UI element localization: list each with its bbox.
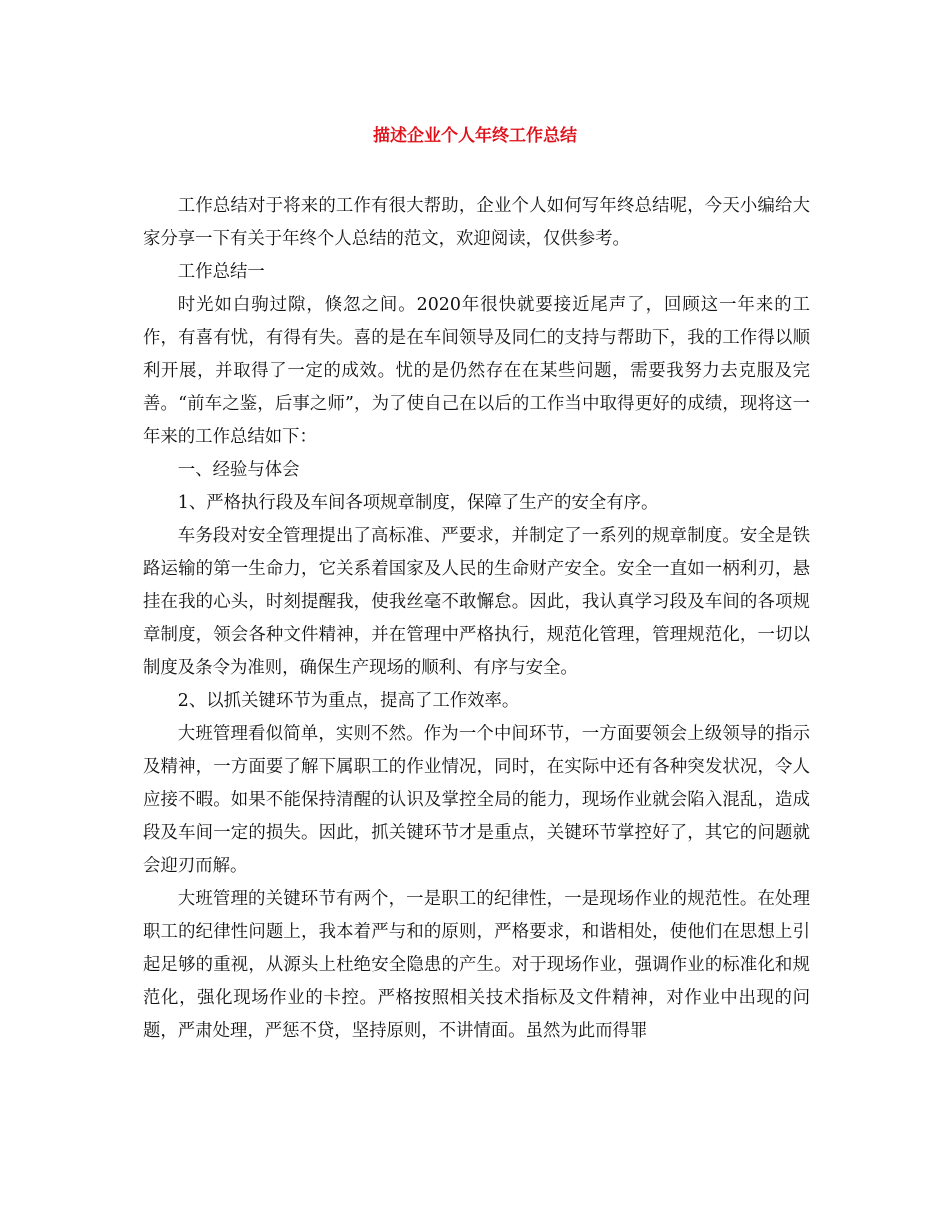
subsection-heading: 1、严格执行段及车间各项规章制度，保障了生产的安全有序。 bbox=[177, 493, 659, 513]
document-title: 描述企业个人年终工作总结 bbox=[373, 126, 577, 146]
section-heading: 一、经验与体会 bbox=[177, 460, 300, 480]
subsection-heading: 2、以抓关键环节为重点，提高了工作效率。 bbox=[177, 691, 520, 711]
paragraph-intro: 工作总结对于将来的工作有很大帮助，企业个人如何写年终总结呢，今天小编给大家分享一下有关于年终个人总结的范文，欢迎阅读，仅供参考。 bbox=[143, 196, 810, 249]
paragraph: 大班管理看似简单，实则不然。作为一个中间环节，一方面要领会上级领导的指示及精神，一方面要了解下属职工的作业情况，同时，在实际中还有各种突发状况，令人应接不暇。如果不能保持清醒的认识及掌控全局的能力，现场作业就会陷入混乱，造成段及车间一定的损失。因此，抓关键环节才是重点，关键环节掌控好了，其它的问题就会迎刃而解。 bbox=[143, 724, 810, 876]
section-heading: 工作总结一 bbox=[177, 262, 265, 282]
paragraph: 车务段对安全管理提出了高标准、严要求，并制定了一系列的规章制度。安全是铁路运输的第一生命力，它关系着国家及人民的生命财产安全。安全一直如一柄利刃，悬挂在我的心头，时刻提醒我，使我丝毫不敢懈怠。因此，我认真学习段及车间的各项规章制度，领会各种文件精神，并在管理中严格执行，规范化管理，管理规范化，一切以制度及条令为准则，确保生产现场的顺利、有序与安全。 bbox=[143, 526, 810, 678]
document-body bbox=[143, 190, 810, 1048]
paragraph: 时光如白驹过隙，倏忽之间。2020年很快就要接近尾声了，回顾这一年来的工作，有喜有忧，有得有失。喜的是在车间领导及同仁的支持与帮助下，我的工作得以顺利开展，并取得了一定的成效。忧的是仍然存在在某些问题，需要我努力去克服及完善。“前车之鉴，后事之师”，为了使自己在以后的工作当中取得更好的成绩，现将这一年来的工作总结如下： bbox=[143, 295, 810, 447]
paragraph: 大班管理的关键环节有两个，一是职工的纪律性，一是现场作业的规范性。在处理职工的纪律性问题上，我本着严与和的原则，严格要求，和谐相处，使他们在思想上引起足够的重视，从源头上杜绝安全隐患的产生。对于现场作业，强调作业的标准化和规范化，强化现场作业的卡控。严格按照相关技术指标及文件精神，对作业中出现的问题，严肃处理，严惩不贷，坚持原则，不讲情面。虽然为此而得罪 bbox=[143, 889, 810, 1041]
